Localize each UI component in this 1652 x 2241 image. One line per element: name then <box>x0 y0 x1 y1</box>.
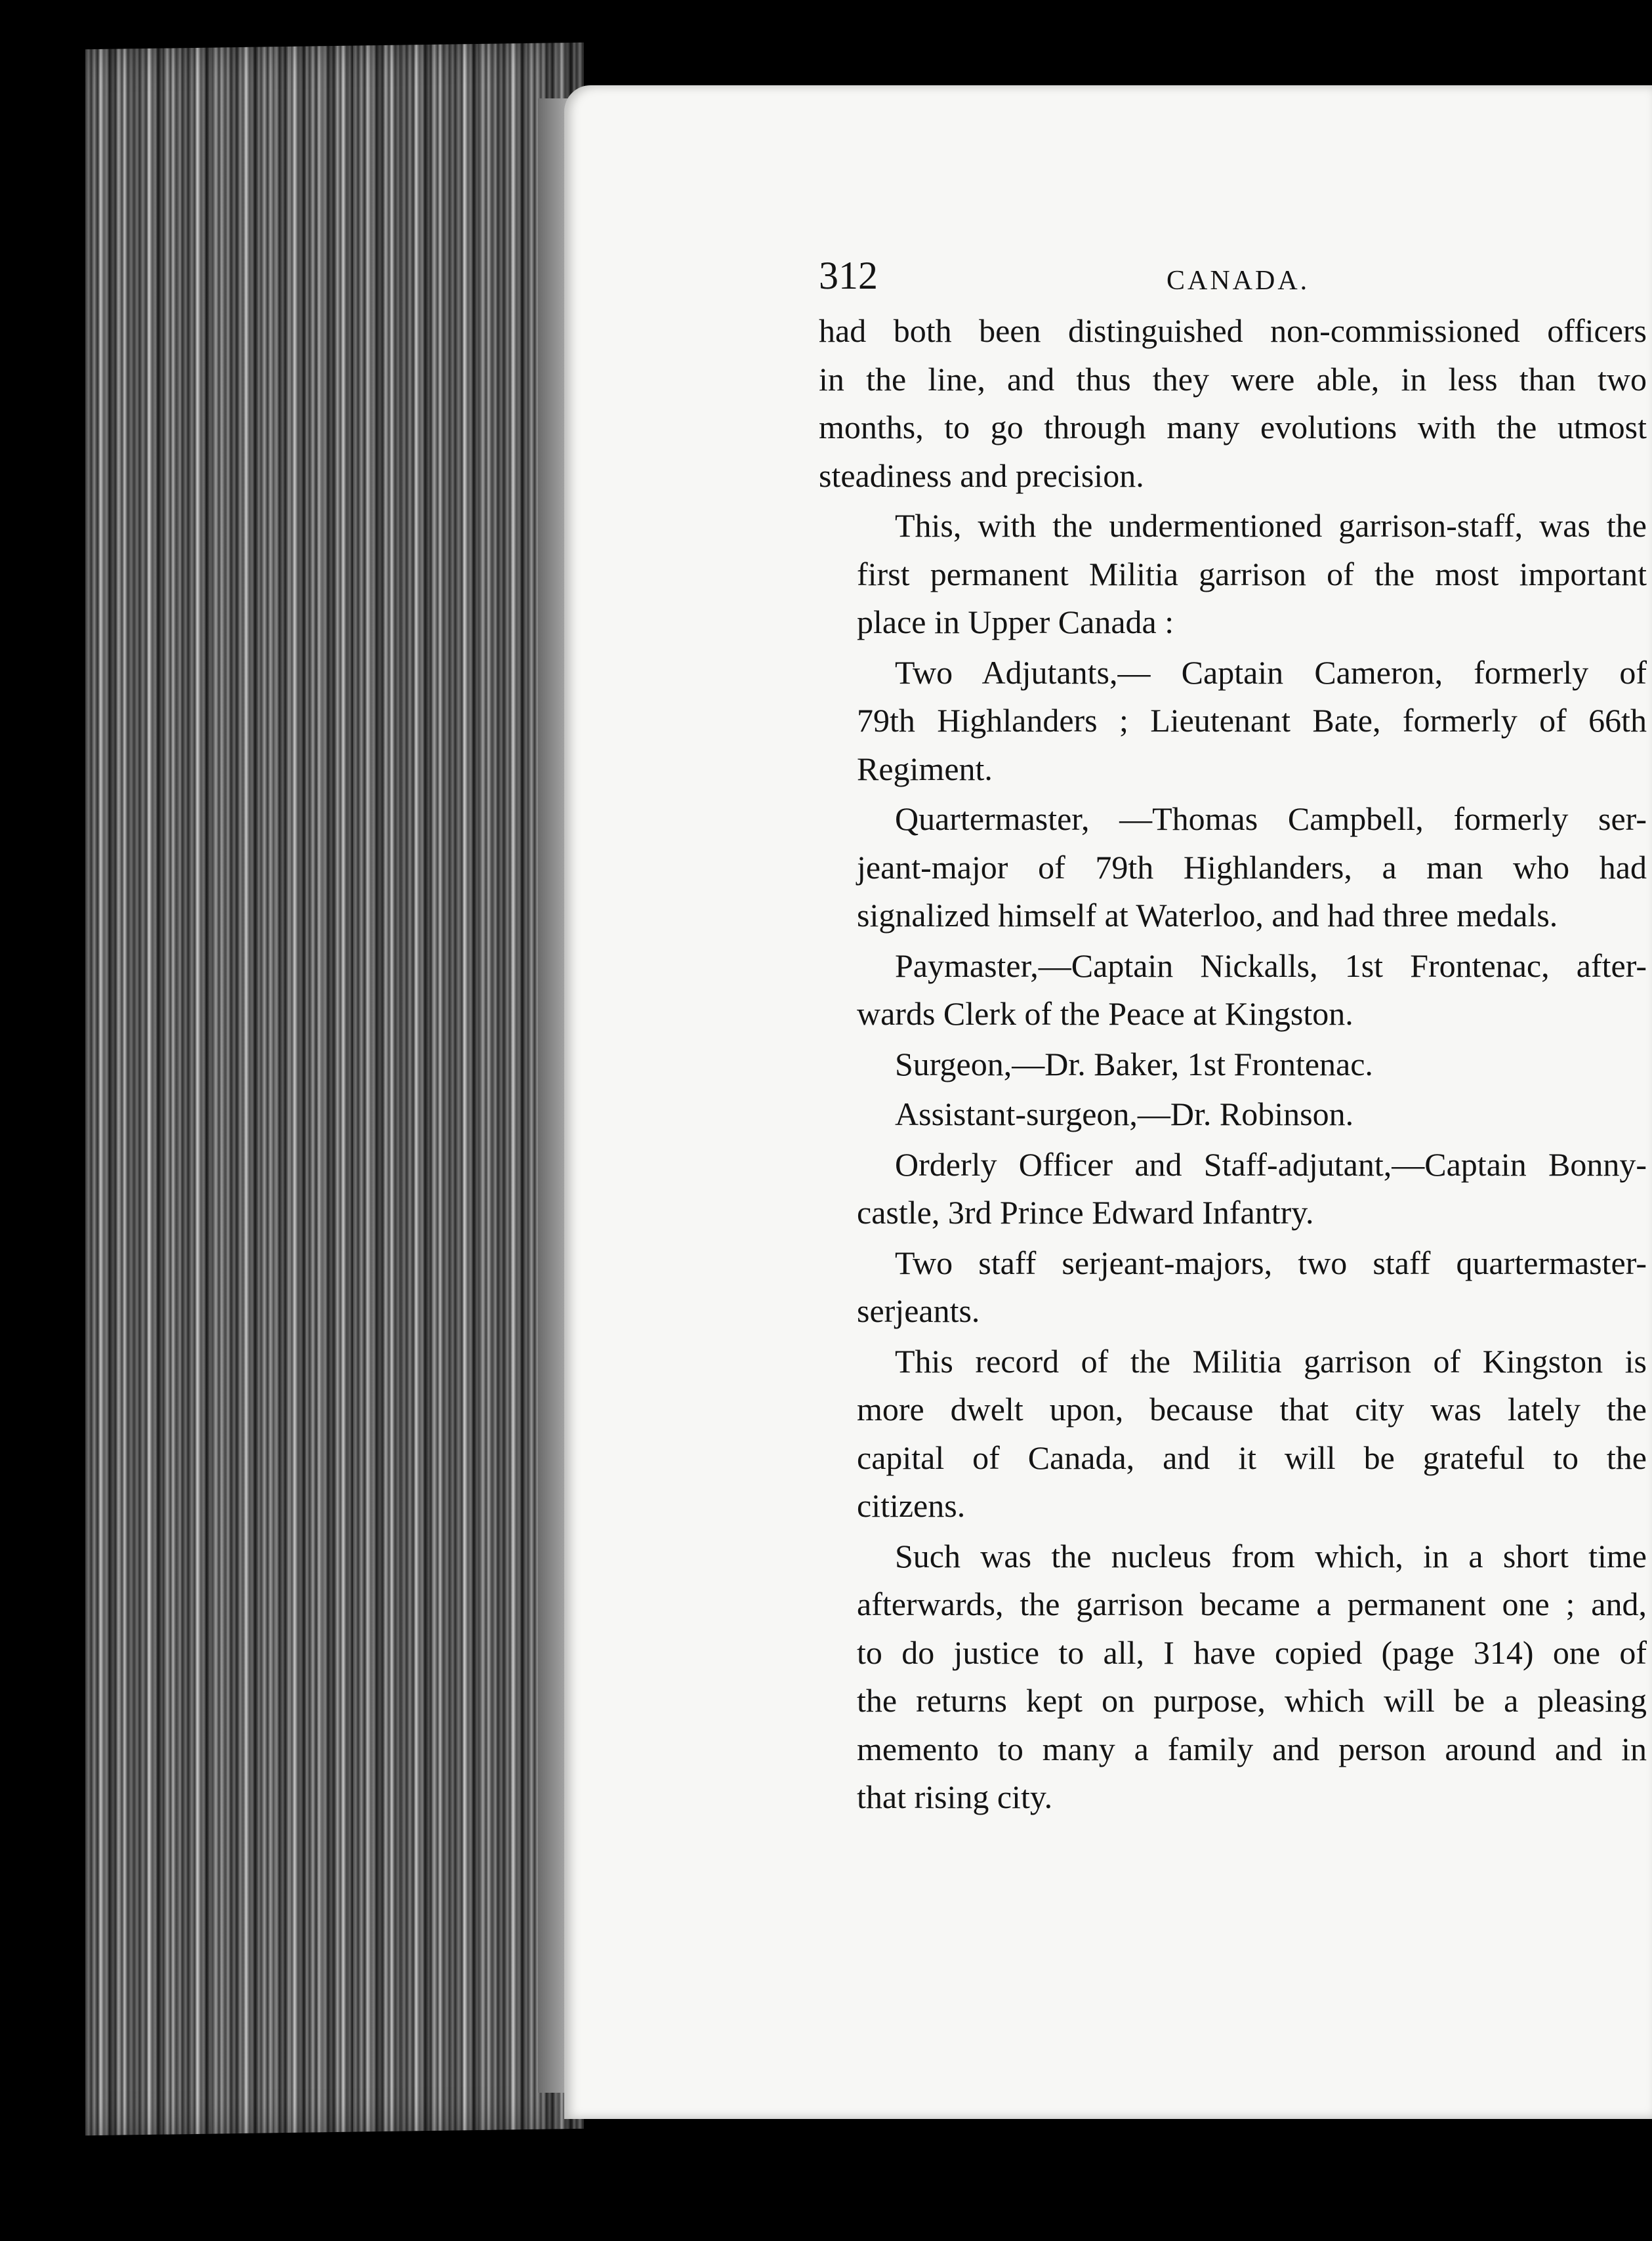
paragraph <box>819 1040 1647 1089</box>
text-line: steadiness and precision. <box>819 457 1144 494</box>
text-line: Quartermaster, —Thomas Campbell, formerly ser- <box>895 800 1647 837</box>
paragraph <box>819 942 1647 1038</box>
paragraph <box>819 1532 1647 1822</box>
text-line: first permanent Militia garrison of the most important <box>857 555 1647 592</box>
paragraph <box>819 1141 1647 1237</box>
text-line: Orderly Officer and Staff-adjutant,—Captain Bonny- <box>895 1145 1647 1183</box>
text-line: afterwards, the garrison became a permanent one ; and, <box>857 1586 1647 1622</box>
text-line: in the line, and thus they were able, in less than two <box>819 360 1647 398</box>
text-line: wards Clerk of the Peace at Kingston. <box>857 995 1353 1032</box>
text-line: to do justice to all, I have copied (page 314) one of <box>857 1634 1647 1671</box>
text-line: place in Upper Canada : <box>857 604 1174 640</box>
paragraph <box>819 1090 1647 1139</box>
book-page-edges <box>85 43 584 2136</box>
text-line: Paymaster,—Captain Nickalls, 1st Frontenac, after- <box>895 947 1647 984</box>
paragraph <box>819 307 1647 500</box>
text-line: Such was the nucleus from which, in a short time <box>895 1537 1647 1574</box>
text-line: serjeants. <box>857 1292 980 1329</box>
running-head <box>819 244 1647 307</box>
text-line: that rising city. <box>857 1778 1053 1815</box>
paragraph <box>819 1338 1647 1531</box>
text-line: Surgeon,—Dr. Baker, 1st Frontenac. <box>895 1045 1373 1082</box>
paragraph <box>819 795 1647 940</box>
text-line: Assistant-surgeon,—Dr. Robinson. <box>895 1096 1354 1132</box>
text-line: castle, 3rd Prince Edward Infantry. <box>857 1194 1314 1231</box>
text-line: memento to many a family and person around and in <box>857 1730 1647 1767</box>
text-line: signalized himself at Waterloo, and had three medals. <box>857 897 1558 934</box>
text-line: This, with the undermentioned garrison-staff, was the <box>895 507 1647 544</box>
paragraph <box>819 502 1647 647</box>
text-line: the returns kept on purpose, which will be a pleasing <box>857 1682 1647 1719</box>
text-line: more dwelt upon, because that city was lately the <box>857 1391 1647 1428</box>
page-text-block <box>819 244 1647 1824</box>
text-line: 79th Highlanders ; Lieutenant Bate, formerly of 66th <box>857 702 1647 739</box>
text-line: capital of Canada, and it will be grateful to the <box>857 1439 1647 1476</box>
body-text <box>819 307 1647 1822</box>
text-line: months, to go through many evolutions with the utmost <box>819 409 1647 445</box>
text-line: jeant-major of 79th Highlanders, a man who had <box>857 848 1647 886</box>
text-line: Two Adjutants,— Captain Cameron, formerly of <box>895 653 1647 691</box>
text-line: This record of the Militia garrison of Kingston is <box>895 1342 1647 1380</box>
text-line: had both been distinguished non-commissioned officers <box>819 312 1647 349</box>
paragraph <box>819 649 1647 794</box>
paragraph <box>819 1239 1647 1336</box>
running-title: CANADA. <box>1167 266 1310 296</box>
text-line: citizens. <box>857 1487 966 1524</box>
text-line: Two staff serjeant-majors, two staff quartermaster- <box>895 1244 1647 1281</box>
text-line: Regiment. <box>857 750 993 787</box>
page-number: 312 <box>819 254 878 297</box>
